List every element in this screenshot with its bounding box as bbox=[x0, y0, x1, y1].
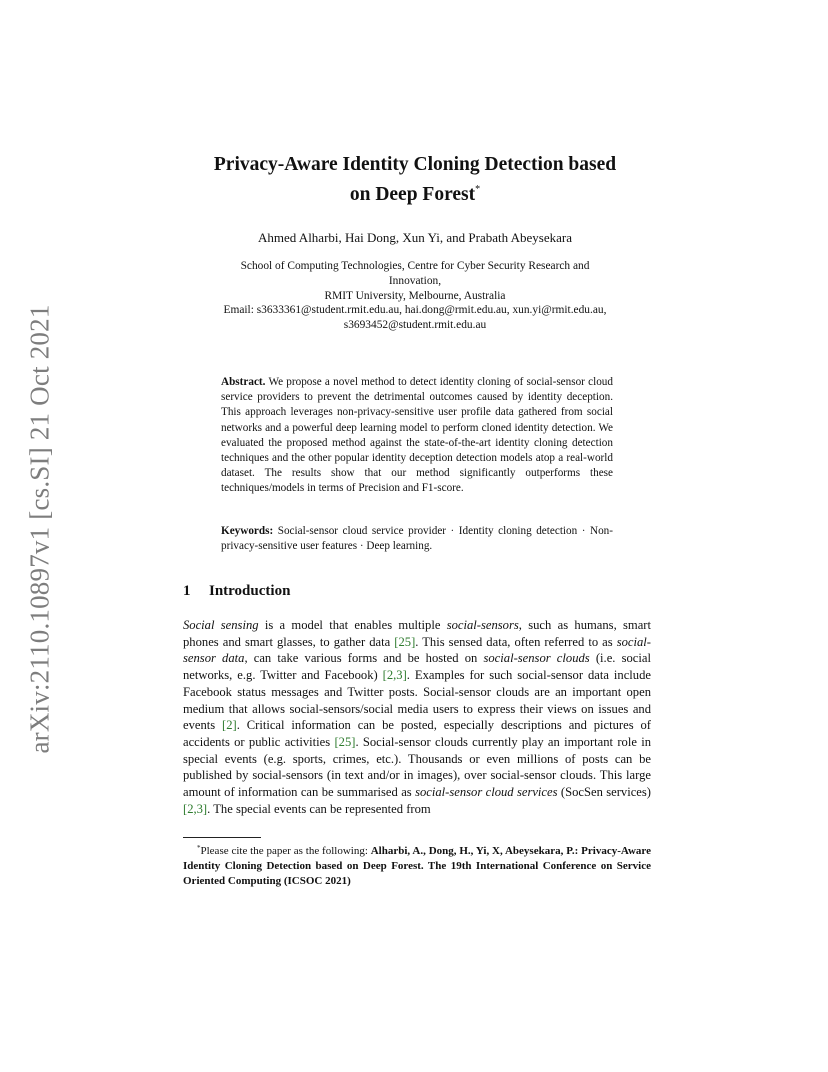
intro-text: , such as humans, smart phones and smart glasses, to gather data bbox=[183, 618, 651, 649]
arxiv-identifier-stamp bbox=[22, 303, 58, 755]
keywords-label: Keywords: bbox=[221, 525, 274, 537]
section-heading bbox=[183, 583, 290, 600]
affiliation-line-3: RMIT University, Melbourne, Australia bbox=[324, 289, 506, 302]
section-title: Introduction bbox=[209, 583, 291, 599]
footnote-mark: * bbox=[197, 844, 201, 852]
affiliation-email-line: Email: s3633361@student.rmit.edu.au, hai.dong@rmit.edu.au, xun.yi@rmit.edu.au, bbox=[223, 304, 607, 317]
abstract-label: Abstract. bbox=[221, 376, 266, 388]
affiliation-email-line-2: s3693452@student.rmit.edu.au bbox=[343, 319, 487, 332]
author-list: Ahmed Alharbi, Hai Dong, Xun Yi, and Prabath Abeysekara bbox=[258, 230, 572, 245]
citation-link[interactable]: [25] bbox=[334, 734, 356, 749]
title-line-2-text: on Deep Forest bbox=[349, 184, 476, 205]
title-footnote-mark: * bbox=[475, 184, 481, 195]
affiliation-line-2: Innovation, bbox=[388, 274, 442, 287]
arxiv-identifier-text: arXiv:2110.10897v1 [cs.SI] 21 Oct 2021 bbox=[24, 304, 55, 754]
term-social-sensor-clouds: social-sensor clouds bbox=[483, 651, 590, 666]
footnote bbox=[183, 841, 651, 888]
intro-text: . This sensed data, often referred to as bbox=[415, 634, 617, 649]
abstract-text: We propose a novel method to detect identity cloning of social-sensor cloud service providers to prevent the detrimental outcomes caused by identity deception. This approach leverages non-privacy-sensitive user profile data gathered from social networks and a powerful deep learning model to perform cloned identity detection. We evaluated the proposed method against the state-of-the-art identity cloning detection techniques and the other popular identity deception detection models atop a real-world dataset. The results show that our method significantly outperforms these techniques/models in terms of Precision and F1-score. bbox=[221, 376, 613, 495]
term-social-sensors: social-sensors bbox=[446, 618, 519, 632]
term-social-sensing: Social sensing bbox=[183, 618, 259, 632]
affiliation-line-1: School of Computing Technologies, Centre for Cyber Security Research and bbox=[240, 260, 590, 272]
introduction-paragraph bbox=[183, 617, 651, 817]
citation-link[interactable]: [2,3] bbox=[183, 801, 208, 816]
intro-text: , can take various forms and be hosted on bbox=[244, 651, 484, 666]
citation-link[interactable]: [2,3] bbox=[382, 668, 407, 683]
intro-text: . Critical information can be posted, especially descriptions and pictures of accidents or public activities bbox=[183, 718, 651, 749]
paper-title bbox=[160, 152, 670, 207]
keywords bbox=[221, 524, 613, 554]
intro-text: is a model that enables multiple bbox=[258, 618, 447, 632]
term-social-sensor-data: social-sensor data bbox=[183, 634, 651, 666]
intro-text: . The special events can be represented from bbox=[207, 801, 431, 816]
footnote-citation: Alharbi, A., Dong, H., Yi, X, Abeysekara, P.: Privacy-Aware Identity Cloning Detection based on Deep Forest. The 19th International Conference on Service Oriented Computing (ICSOC 2021) bbox=[183, 845, 652, 887]
citation-link[interactable]: [25] bbox=[394, 634, 416, 649]
title-line-1: Privacy-Aware Identity Cloning Detection based bbox=[213, 154, 617, 175]
intro-text: . Social-sensor clouds currently play an important role in special events (e.g. sports, crimes, etc.). Thousands or even millions of posts can be published by social-sensors (in text and/or in images), over social-sensor clouds. This large amount of information can be summarised as bbox=[183, 734, 651, 800]
citation-link[interactable]: [2] bbox=[222, 718, 237, 733]
affiliation-block bbox=[170, 259, 660, 333]
section-number: 1 bbox=[183, 583, 191, 599]
term-social-sensor-cloud-services: social-sensor cloud services bbox=[415, 785, 558, 800]
intro-text: (i.e. social networks, e.g. Twitter and Facebook) bbox=[183, 651, 651, 683]
intro-text: . Examples for such social-sensor data include Facebook status messages and Twitter posts. Social-sensor clouds are an important open medium that allows social-sensors/social media users to express their views on issues and events bbox=[183, 668, 651, 733]
abstract bbox=[221, 375, 613, 497]
keywords-text: Social-sensor cloud service provider · Identity cloning detection · Non-privacy-sensitive user features · Deep learning. bbox=[221, 525, 613, 553]
intro-text: (SocSen services) bbox=[557, 785, 651, 800]
title-line-2 bbox=[160, 177, 670, 207]
footnote-rule bbox=[183, 837, 261, 838]
footnote-lead: Please cite the paper as the following: bbox=[200, 845, 371, 857]
